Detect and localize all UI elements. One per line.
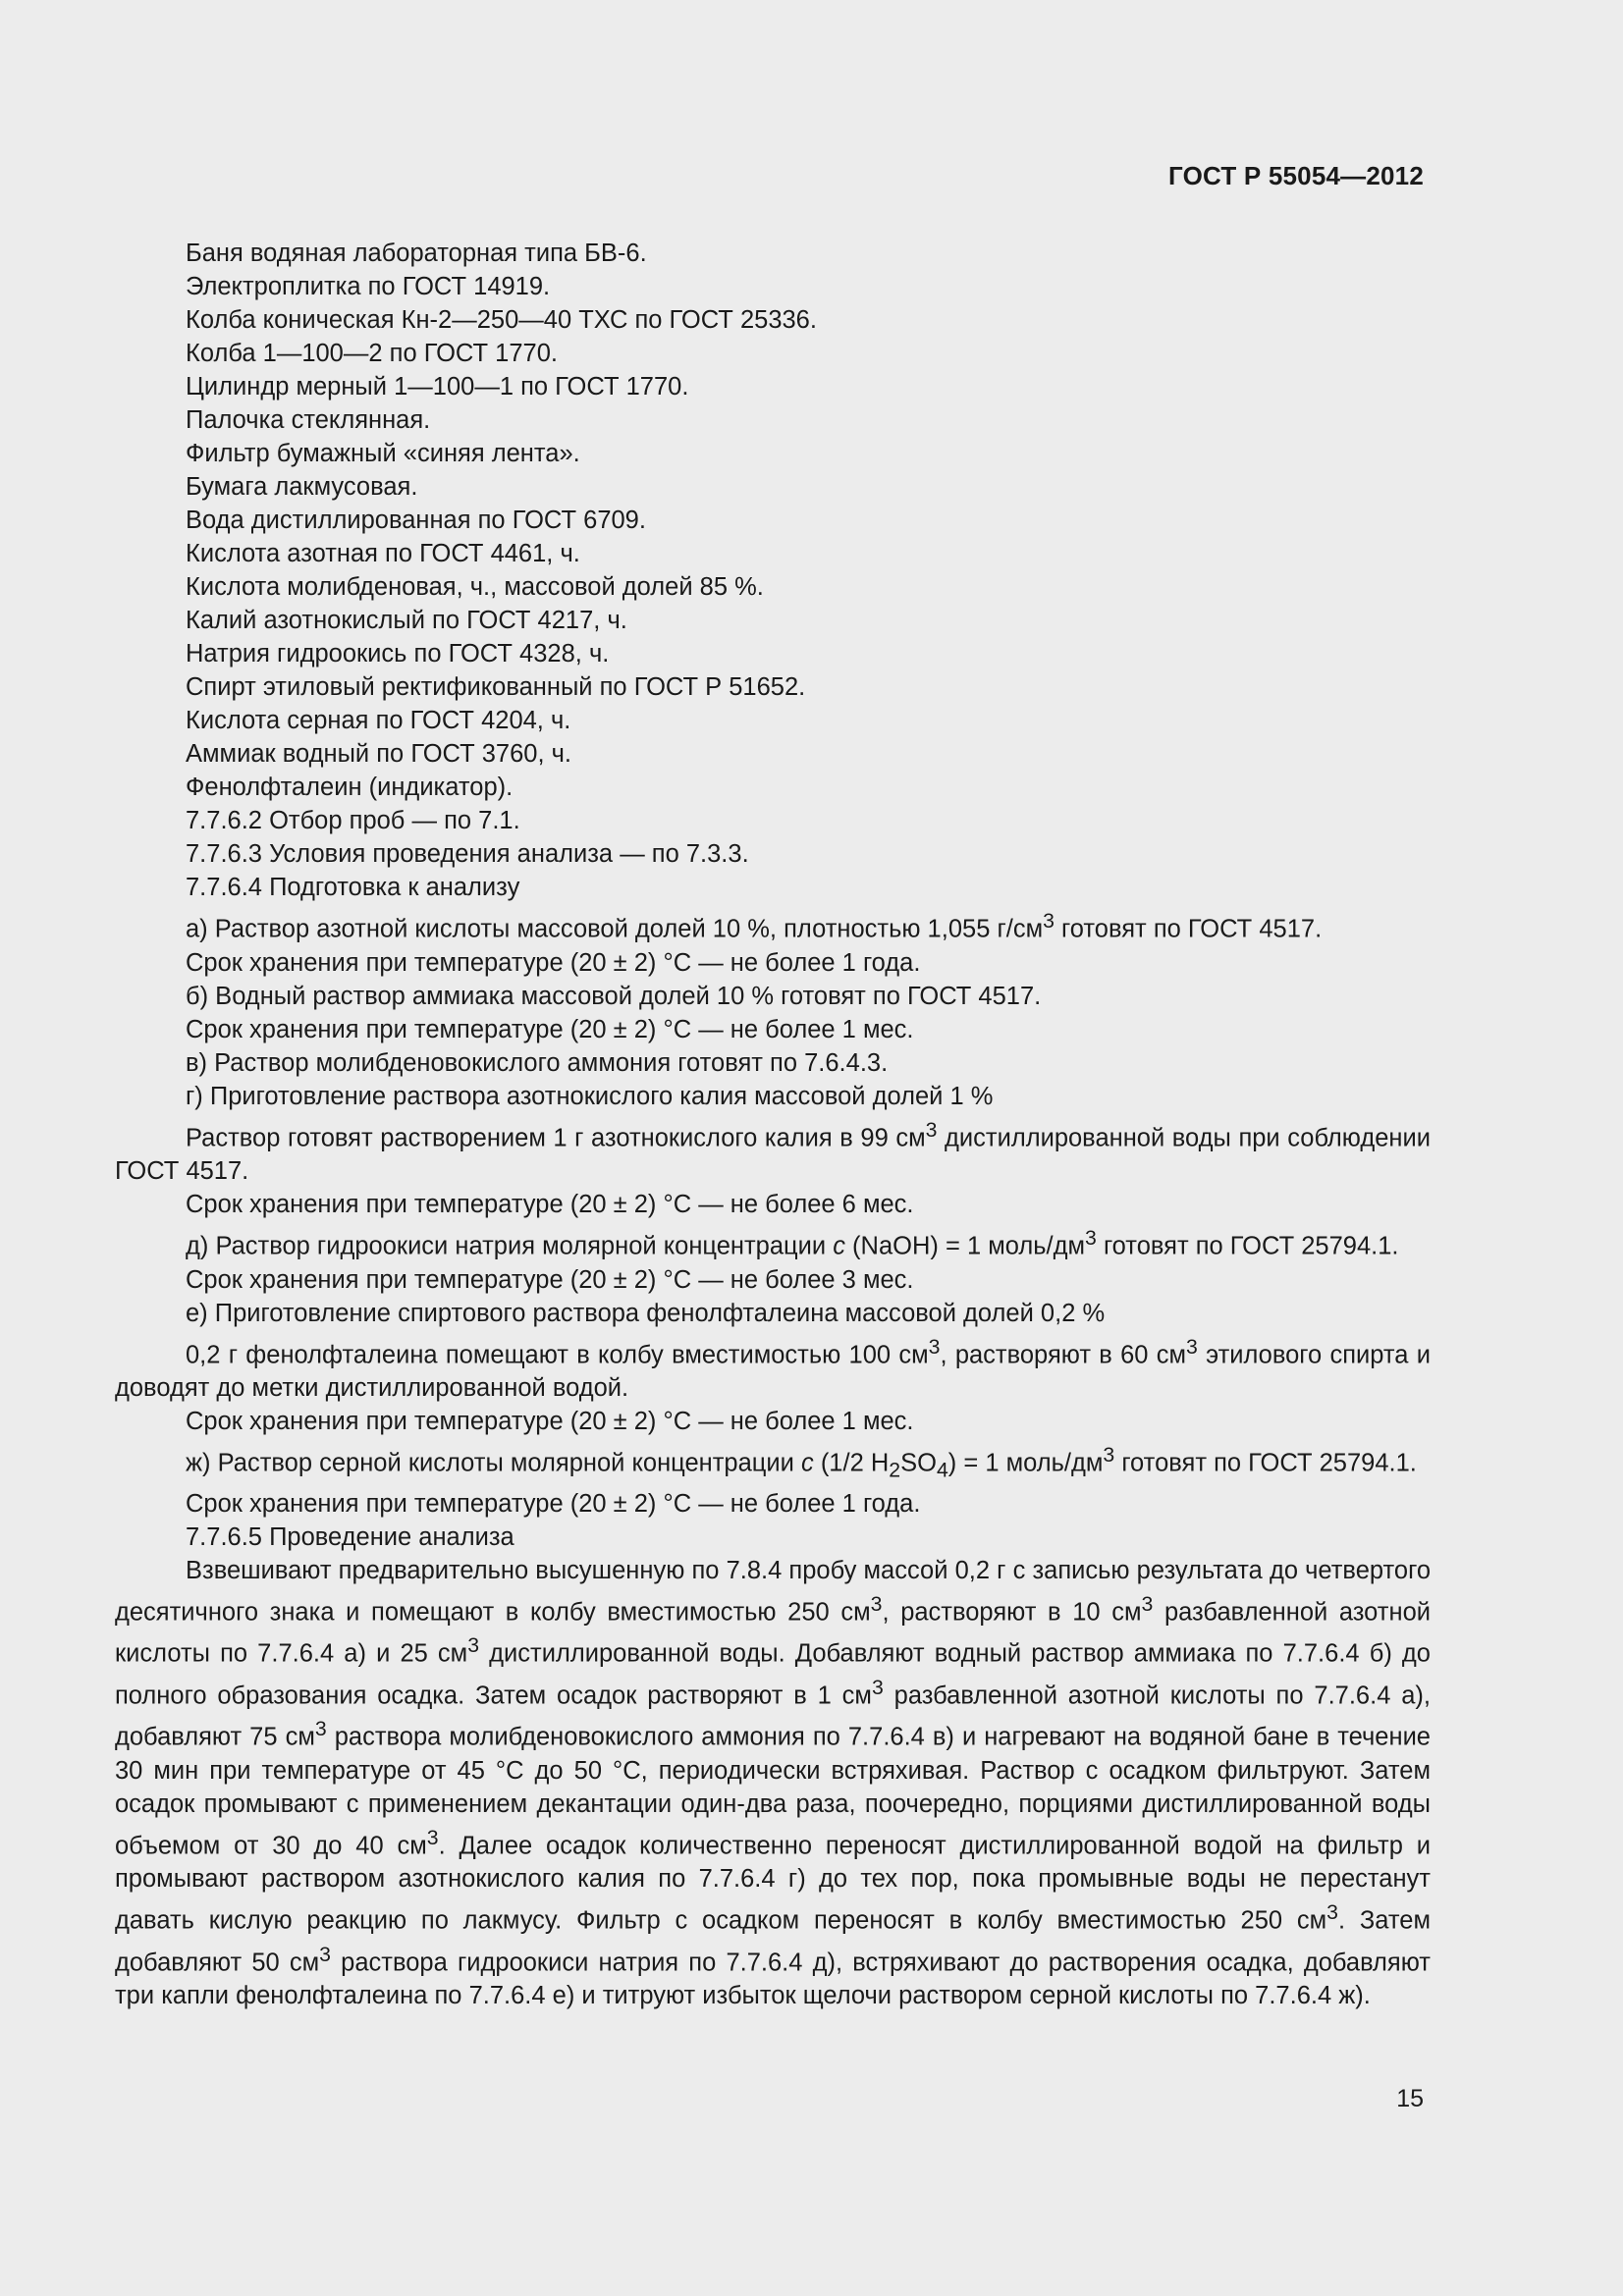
storage-term: Срок хранения при температуре (20 ± 2) °C — не более 1 года. [186,1489,921,1518]
storage-term: Срок хранения при температуре (20 ± 2) °C — не более 1 мес. [186,1408,914,1435]
paragraph-a-text: а) Раствор азотной кислоты массовой долей 10 %, плотностью 1,055 г/см [186,915,1044,943]
paragraph-g-body [115,1113,1431,1189]
analysis-text: , растворяют в 10 см [882,1598,1142,1627]
page-number: 15 [1396,2085,1424,2112]
list-item: Цилиндр мерный 1—100—1 по ГОСТ 1770. [186,373,689,400]
list-item: Спирт этиловый ректификованный по ГОСТ Р 51652. [186,673,806,701]
paragraph-zh-text-end: готовят по ГОСТ 25794.1. [1114,1449,1417,1477]
paragraph-d-text: д) Раствор гидроокиси натрия молярной концентрации [186,1232,834,1260]
paragraph-g-text: Раствор готовят растворением 1 г азотнокислого калия в 99 см [186,1124,926,1151]
list-item: Фенолфталеин (индикатор). [186,774,514,801]
list-item: Вода дистиллированная по ГОСТ 6709. [186,507,646,534]
paragraph-v: в) Раствор молибденовокислого аммония готовят по 7.6.4.3. [186,1048,889,1077]
subscript: 4 [936,1458,948,1482]
paragraph-e: е) Приготовление спиртового раствора фенолфталеина массовой долей 0,2 % [186,1299,1106,1327]
paragraph-zh [115,1438,1431,1487]
paragraph-g: г) Приготовление раствора азотнокислого калия массовой долей 1 % [186,1082,994,1110]
paragraph-d-formula: (NaOH) = 1 моль/дм [844,1232,1086,1260]
section-heading-7764: 7.7.6.4 Подготовка к анализу [186,874,520,901]
analysis-text: разбавленной азотной кислоты по 7.7.6.4 а), добавляют 75 см [115,1682,1431,1751]
paragraph-zh-text: ж) Раствор серной кислоты молярной концентрации [186,1449,801,1477]
superscript: 3 [319,1942,331,1966]
paragraph-d [115,1221,1431,1263]
analysis-text: . Далее осадок количественно переносят дистиллированной водой на фильтр и промывают раствором азотнокислого калия по 7.7.6.4 г) до тех пор, пока промывные воды не перестанут давать кислую реакцию по лакмусу. Фильтр с осадком переносят в колбу вместимостью 250 см [115,1832,1431,1935]
formula-part: SO [900,1449,937,1477]
variable-c: c [833,1232,845,1260]
superscript: 3 [870,1591,883,1616]
superscript: 3 [928,1334,941,1359]
analysis-text: разбавленной азотной кислоты по 7.7.6.4 а) и 25 см [115,1598,1431,1668]
superscript: 3 [1326,1900,1338,1925]
list-item: Электроплитка по ГОСТ 14919. [186,273,551,300]
list-item: Натрия гидроокись по ГОСТ 4328, ч. [186,640,610,667]
superscript: 3 [1186,1334,1198,1359]
list-item: Баня водяная лабораторная типа БВ-6. [186,240,647,267]
section-heading-7762: 7.7.6.2 Отбор проб — по 7.1. [186,807,520,834]
superscript: 3 [1141,1591,1154,1616]
paragraph-b: б) Водный раствор аммиака массовой долей 10 % готовят по ГОСТ 4517. [186,982,1042,1010]
subscript: 2 [889,1458,901,1482]
analysis-paragraph [115,1554,1431,2013]
storage-term: Срок хранения при температуре (20 ± 2) °C — не более 1 года. [186,948,921,977]
paragraph-e-body [115,1330,1431,1406]
formula-part: (1/2 H [813,1449,890,1477]
list-item: Калий азотнокислый по ГОСТ 4217, ч. [186,607,627,634]
storage-term: Срок хранения при температуре (20 ± 2) °C — не более 3 мес. [186,1265,914,1294]
paragraph-a-text-end: готовят по ГОСТ 4517. [1054,915,1323,943]
variable-c: c [800,1449,814,1477]
paragraph-g-text-end: дистиллированной воды при соблюдении ГОСТ 4517. [115,1124,1431,1185]
page-body [115,237,1431,2012]
paragraph-d-text-end: готовят по ГОСТ 25794.1. [1096,1232,1399,1260]
analysis-text: дистиллированной воды. Добавляют водный раствор аммиака по 7.7.6.4 б) до полного образования осадка. Затем осадок растворяют в 1 см [115,1639,1431,1710]
list-item: Колба коническая Кн-2—250—40 ТХС по ГОСТ 25336. [186,306,817,334]
paragraph-e-text: 0,2 г фенолфталеина помещают в колбу вместимостью 100 см [186,1341,929,1368]
list-item: Кислота азотная по ГОСТ 4461, ч. [186,540,580,567]
superscript: 3 [925,1117,938,1142]
superscript: 3 [1103,1443,1115,1467]
superscript: 3 [467,1633,480,1658]
analysis-text: Взвешивают предварительно высушенную по 7.8.4 пробу массой 0,2 г с записью результата до четвертого десятичного знака и помещают в колбу вместимостью 250 см [115,1556,1431,1627]
list-item: Кислота серная по ГОСТ 4204, ч. [186,707,571,734]
analysis-text: раствора гидроокиси натрия по 7.7.6.4 д), встряхивают до растворения осадка, добавляют три капли фенолфталеина по 7.7.6.4 е) и титруют избыток щелочи раствором серной кислоты по 7.7.6.4 ж). [115,1949,1431,2010]
analysis-text: раствора молибденовокислого аммония по 7.7.6.4 в) и нагревают на водяной бане в течение 30 мин при температуре от 45 °C до 50 °C, периодически встряхивая. Раствор с осадком фильтруют. Затем осадок промывают с применением декантации один-два раза, поочередно, порциями дистиллированной воды объемом от 30 до 40 см [115,1723,1431,1860]
list-item: Палочка стеклянная. [186,406,431,434]
list-item: Аммиак водный по ГОСТ 3760, ч. [186,740,572,768]
superscript: 3 [871,1675,884,1699]
list-item: Колба 1—100—2 по ГОСТ 1770. [186,340,558,367]
storage-term: Срок хранения при температуре (20 ± 2) °C — не более 1 мес. [186,1015,914,1043]
formula-part: ) = 1 моль/дм [947,1449,1104,1477]
paragraph-a [115,904,1431,946]
superscript: 3 [1085,1226,1097,1250]
superscript: 3 [1043,909,1055,933]
list-item: Кислота молибденовая, ч., массовой долей 85 %. [186,573,764,601]
document-code-header: ГОСТ Р 55054—2012 [1168,161,1424,190]
section-heading-7765: 7.7.6.5 Проведение анализа [186,1522,514,1551]
paragraph-e-text-end: этилового спирта и доводят до метки дистиллированной водой. [115,1341,1431,1402]
list-item: Бумага лакмусовая. [186,473,418,501]
superscript: 3 [314,1717,327,1741]
section-heading-7763: 7.7.6.3 Условия проведения анализа — по 7.3.3. [186,840,749,868]
storage-term: Срок хранения при температуре (20 ± 2) °C — не более 6 мес. [186,1191,914,1218]
superscript: 3 [426,1825,439,1849]
list-item: Фильтр бумажный «синяя лента». [186,440,580,467]
paragraph-e-text-mid: , растворяют в 60 см [940,1341,1187,1368]
analysis-text: . Затем добавляют 50 см [115,1906,1431,1977]
